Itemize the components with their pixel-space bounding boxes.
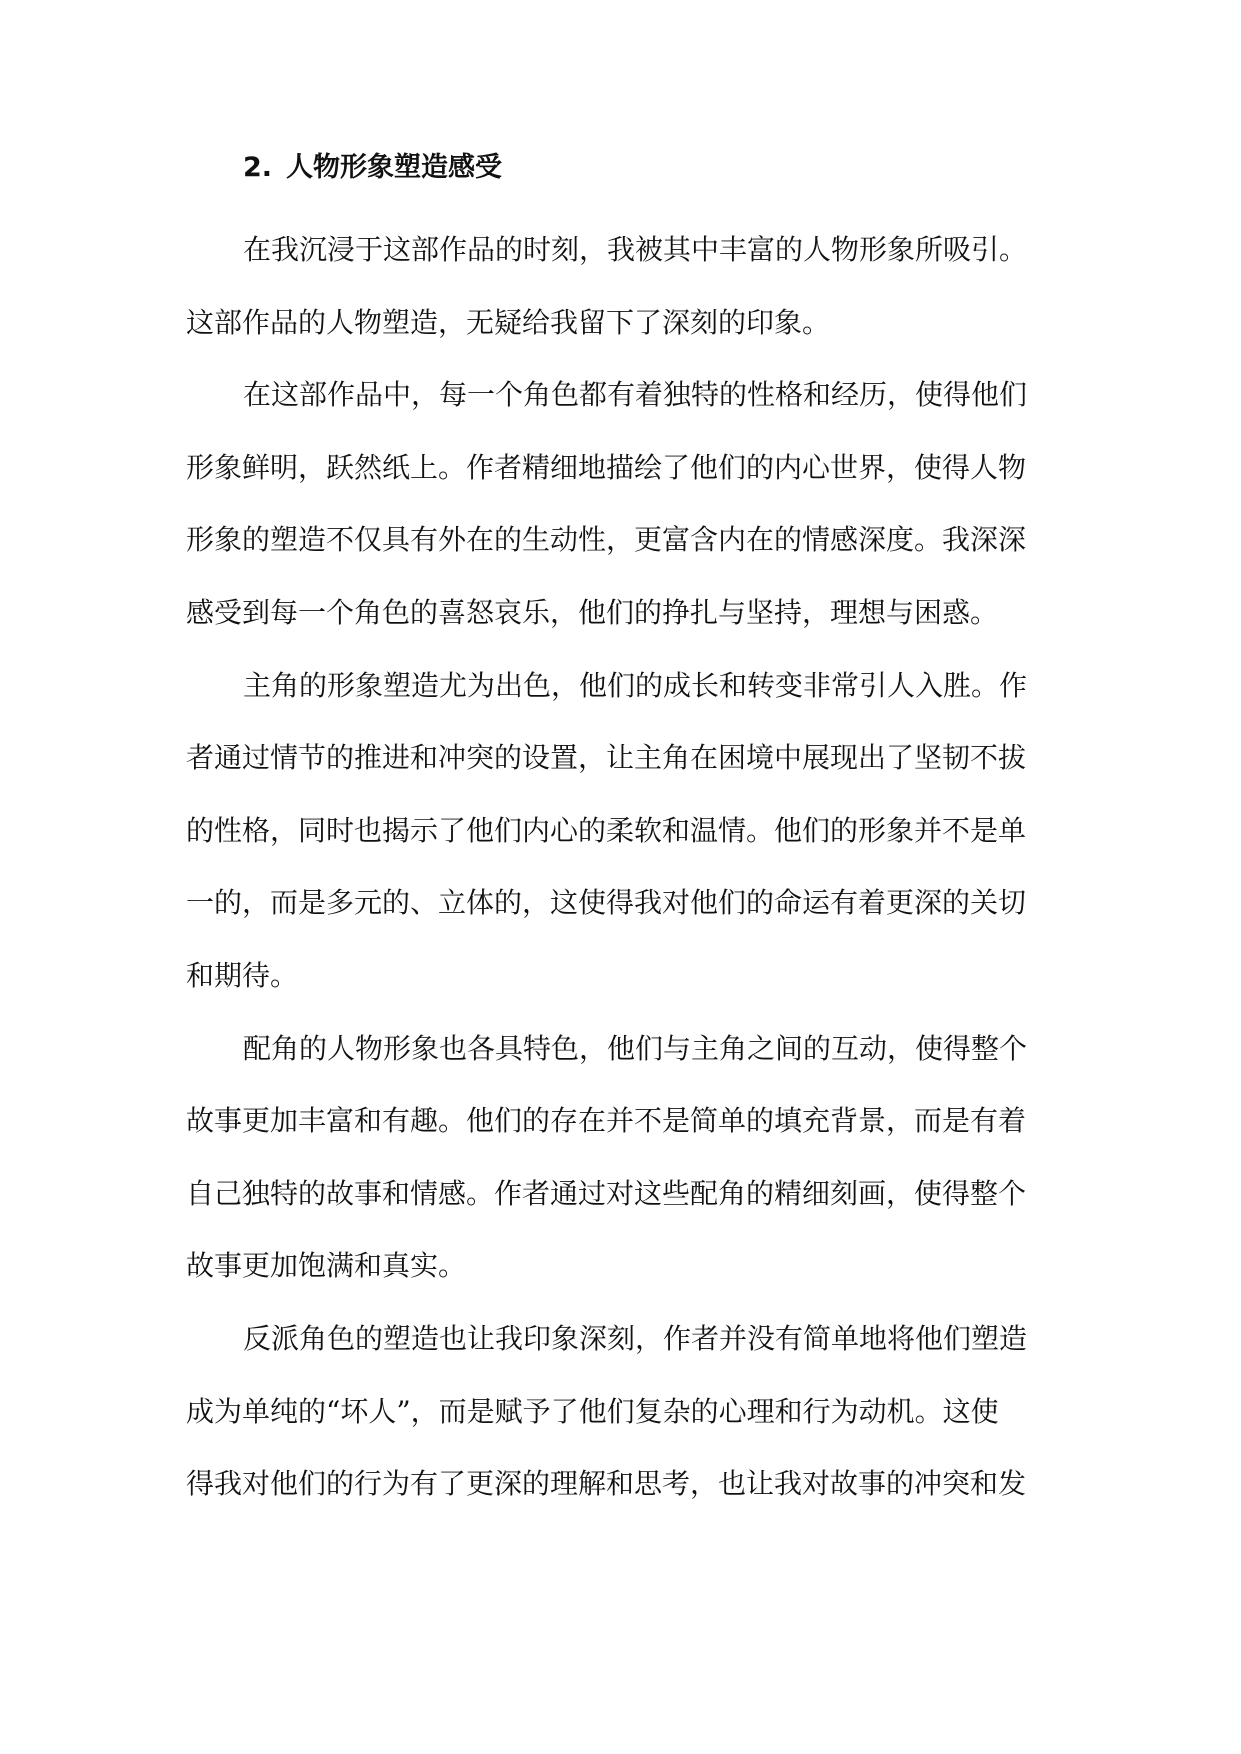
- text-line: 得我对他们的行为有了更深的理解和思考，也让我对故事的冲突和发: [186, 1467, 1027, 1501]
- text-line: 主角的形象塑造尤为出色，他们的成长和转变非常引人入胜。作: [243, 668, 1028, 702]
- text-line: 配角的人物形象也各具特色，他们与主角之间的互动，使得整个: [243, 1031, 1028, 1065]
- text-line: 者通过情节的推进和冲突的设置，让主角在困境中展现出了坚韧不拔: [186, 741, 1027, 775]
- text-line: 在我沉浸于这部作品的时刻，我被其中丰富的人物形象所吸引。: [243, 233, 1028, 266]
- section-heading: [243, 148, 502, 188]
- text-line: 在这部作品中，每一个角色都有着独特的性格和经历，使得他们: [243, 378, 1028, 412]
- text-line: 形象的塑造不仅具有外在的生动性，更富含内在的情感深度。我深深: [186, 523, 1027, 557]
- text-line: 故事更加饱满和真实。: [186, 1249, 467, 1283]
- text-line: 这部作品的人物塑造，无疑给我留下了深刻的印象。: [186, 305, 831, 339]
- text-line: 的性格，同时也揭示了他们内心的柔软和温情。他们的形象并不是单: [186, 813, 1027, 847]
- body-text: [186, 214, 1050, 1521]
- text-line: 故事更加丰富和有趣。他们的存在并不是简单的填充背景，而是有着: [186, 1104, 1027, 1138]
- text-line: 反派角色的塑造也让我印象深刻，作者并没有简单地将他们塑造: [243, 1321, 1028, 1355]
- section-number: 2.: [243, 152, 273, 183]
- text-line: 自己独特的故事和情感。作者通过对这些配角的精细刻画，使得整个: [186, 1176, 1027, 1210]
- text-line: 形象鲜明，跃然纸上。作者精细地描绘了他们的内心世界，使得人物: [186, 450, 1027, 484]
- text-line: 成为单纯的“坏人”，而是赋予了他们复杂的心理和行为动机。这使: [186, 1394, 999, 1428]
- section-title: 人物形象塑造感受: [286, 152, 503, 183]
- text-line: 一的，而是多元的、立体的，这使得我对他们的命运有着更深的关切: [186, 886, 1027, 920]
- text-line: 感受到每一个角色的喜怒哀乐，他们的挣扎与坚持，理想与困惑。: [186, 595, 999, 629]
- text-line: 和期待。: [186, 958, 299, 992]
